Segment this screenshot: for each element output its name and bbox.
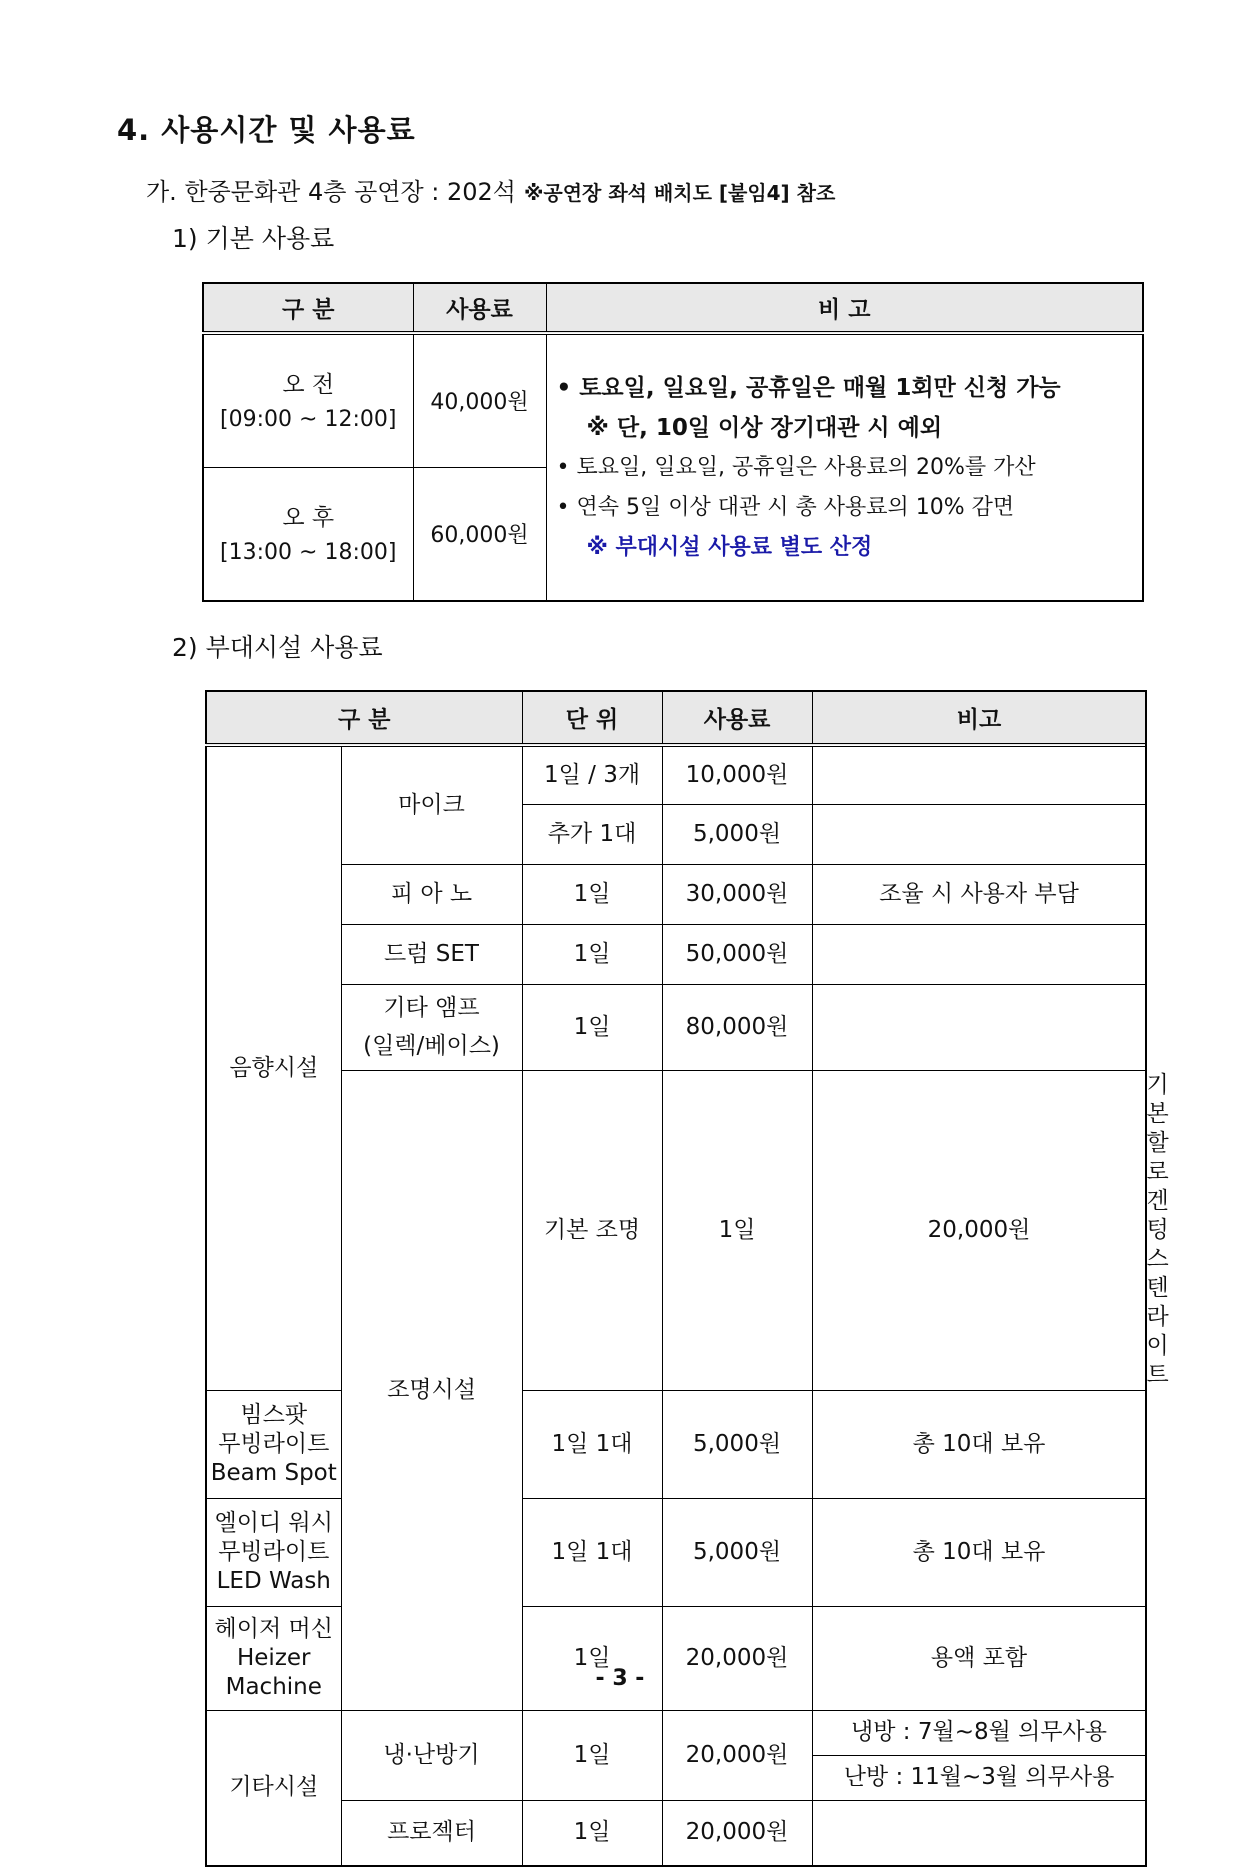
item-unit: 1일 [522, 924, 662, 984]
item-note [812, 1800, 1146, 1866]
item-fee: 5,000원 [662, 1390, 812, 1498]
item-name-line: Machine [225, 1673, 322, 1700]
slot-name: 오 후 [282, 504, 335, 531]
item-fee: 50,000원 [662, 924, 812, 984]
page-number: - 3 - [595, 1666, 645, 1691]
item-name-line: 헤이저 머신 [214, 1615, 333, 1642]
item-note: 용액 포함 [812, 1606, 1146, 1710]
item-fee: 30,000원 [662, 864, 812, 924]
subsection-note: ※공연장 좌석 배치도 [붙임4] 참조 [523, 181, 836, 205]
item-unit: 1일 [522, 1606, 662, 1710]
header-remarks: 비 고 [546, 283, 1143, 333]
item-name: 피 아 노 [341, 864, 522, 924]
table-row [206, 984, 1146, 1070]
table-row: 조명시설 기본 조명 1일 20,000원 기본 할로겐 텅스텐 라이트 [206, 1070, 1146, 1390]
item-unit: 1일 1대 [522, 1498, 662, 1606]
item-name-line: 엘이디 워시 [214, 1509, 333, 1536]
item-note: 총 10대 보유 [812, 1498, 1146, 1606]
item-unit: 추가 1대 [522, 804, 662, 864]
fee-cell: 60,000원 [413, 467, 546, 601]
fee-cell: 40,000원 [413, 333, 546, 467]
slot-time: [09:00 ~ 12:00] [220, 406, 397, 432]
item-unit: 1일 [522, 1710, 662, 1800]
header-fee: 사용료 [662, 691, 812, 745]
item-fee: 20,000원 [662, 1606, 812, 1710]
item-fee: 20,000원 [812, 1070, 1146, 1390]
basic-fee-title: 1) 기본 사용료 [172, 224, 335, 253]
item-name-line: LED Wash [216, 1567, 331, 1594]
item-name-line: (일렉/베이스) [363, 1033, 500, 1059]
header-fee: 사용료 [413, 283, 546, 333]
group-other: 기타시설 [206, 1710, 341, 1866]
item-name: 냉·난방기 [341, 1710, 522, 1800]
item-name: 기본 조명 [522, 1070, 662, 1390]
item-fee: 10,000원 [662, 745, 812, 804]
slot-time: [13:00 ~ 18:00] [220, 539, 397, 565]
item-note: 냉방 : 7월~8월 의무사용 [812, 1710, 1146, 1755]
item-name: 프로젝터 [341, 1800, 522, 1866]
facility-fee-title: 2) 부대시설 사용료 [172, 633, 383, 662]
table-row [206, 1800, 1146, 1866]
item-name [341, 984, 522, 1070]
item-name-line: Beam Spot [210, 1459, 337, 1486]
section-title: 4. 사용시간 및 사용료 [117, 113, 416, 147]
item-note: 조율 시 사용자 부담 [812, 864, 1146, 924]
time-slot-cell [203, 333, 413, 467]
remark-line: • 토요일, 일요일, 공휴일은 매월 1회만 신청 가능 [556, 374, 1061, 401]
subsection-heading [146, 172, 835, 207]
group-lighting: 조명시설 [341, 1070, 522, 1710]
header-category: 구 분 [203, 283, 413, 333]
item-name: 마이크 [341, 745, 522, 864]
item-name [206, 1390, 341, 1498]
basic-fee-table [202, 282, 1144, 602]
item-note [812, 804, 1146, 864]
remarks-cell [546, 333, 1143, 601]
item-fee: 80,000원 [662, 984, 812, 1070]
item-name [206, 1606, 341, 1710]
group-audio: 음향시설 [206, 745, 341, 1390]
remark-line: • 연속 5일 이상 대관 시 총 사용료의 10% 감면 [556, 494, 1015, 520]
item-unit: 1일 [522, 864, 662, 924]
table-row [206, 1710, 1146, 1755]
header-category: 구 분 [206, 691, 522, 745]
item-name-line: 빔스팟 [240, 1401, 308, 1428]
remark-line: • 토요일, 일요일, 공휴일은 사용료의 20%를 가산 [556, 454, 1036, 480]
subsection-label: 가. 한중문화관 4층 공연장 : 202석 [146, 178, 516, 206]
remark-line: ※ 단, 10일 이상 장기대관 시 예외 [586, 414, 943, 441]
item-unit: 1일 [662, 1070, 812, 1390]
item-name-line: 무빙라이트 [218, 1538, 330, 1565]
item-note [812, 984, 1146, 1070]
item-fee: 20,000원 [662, 1710, 812, 1800]
item-name [206, 1498, 341, 1606]
remark-line: ※ 부대시설 사용료 별도 산정 [586, 534, 873, 560]
header-unit: 단 위 [522, 691, 662, 745]
item-unit: 1일 / 3개 [522, 745, 662, 804]
item-unit: 1일 [522, 984, 662, 1070]
item-note: 총 10대 보유 [812, 1390, 1146, 1498]
item-unit: 1일 [522, 1800, 662, 1866]
slot-name: 오 전 [282, 371, 335, 398]
time-slot-cell [203, 467, 413, 601]
item-name-line: 무빙라이트 [218, 1430, 330, 1457]
item-note [812, 924, 1146, 984]
item-fee: 5,000원 [662, 1498, 812, 1606]
item-fee: 20,000원 [662, 1800, 812, 1866]
table-row [206, 745, 1146, 804]
table-row [206, 924, 1146, 984]
table-row [206, 864, 1146, 924]
item-name-line: 기타 앰프 [383, 995, 480, 1021]
item-note: 난방 : 11월~3월 의무사용 [812, 1755, 1146, 1800]
header-remarks: 비고 [812, 691, 1146, 745]
table-row [203, 333, 1143, 467]
item-note [812, 745, 1146, 804]
item-unit: 1일 1대 [522, 1390, 662, 1498]
item-name: 드럼 SET [341, 924, 522, 984]
item-name-line: Heizer [236, 1644, 311, 1671]
item-fee: 5,000원 [662, 804, 812, 864]
